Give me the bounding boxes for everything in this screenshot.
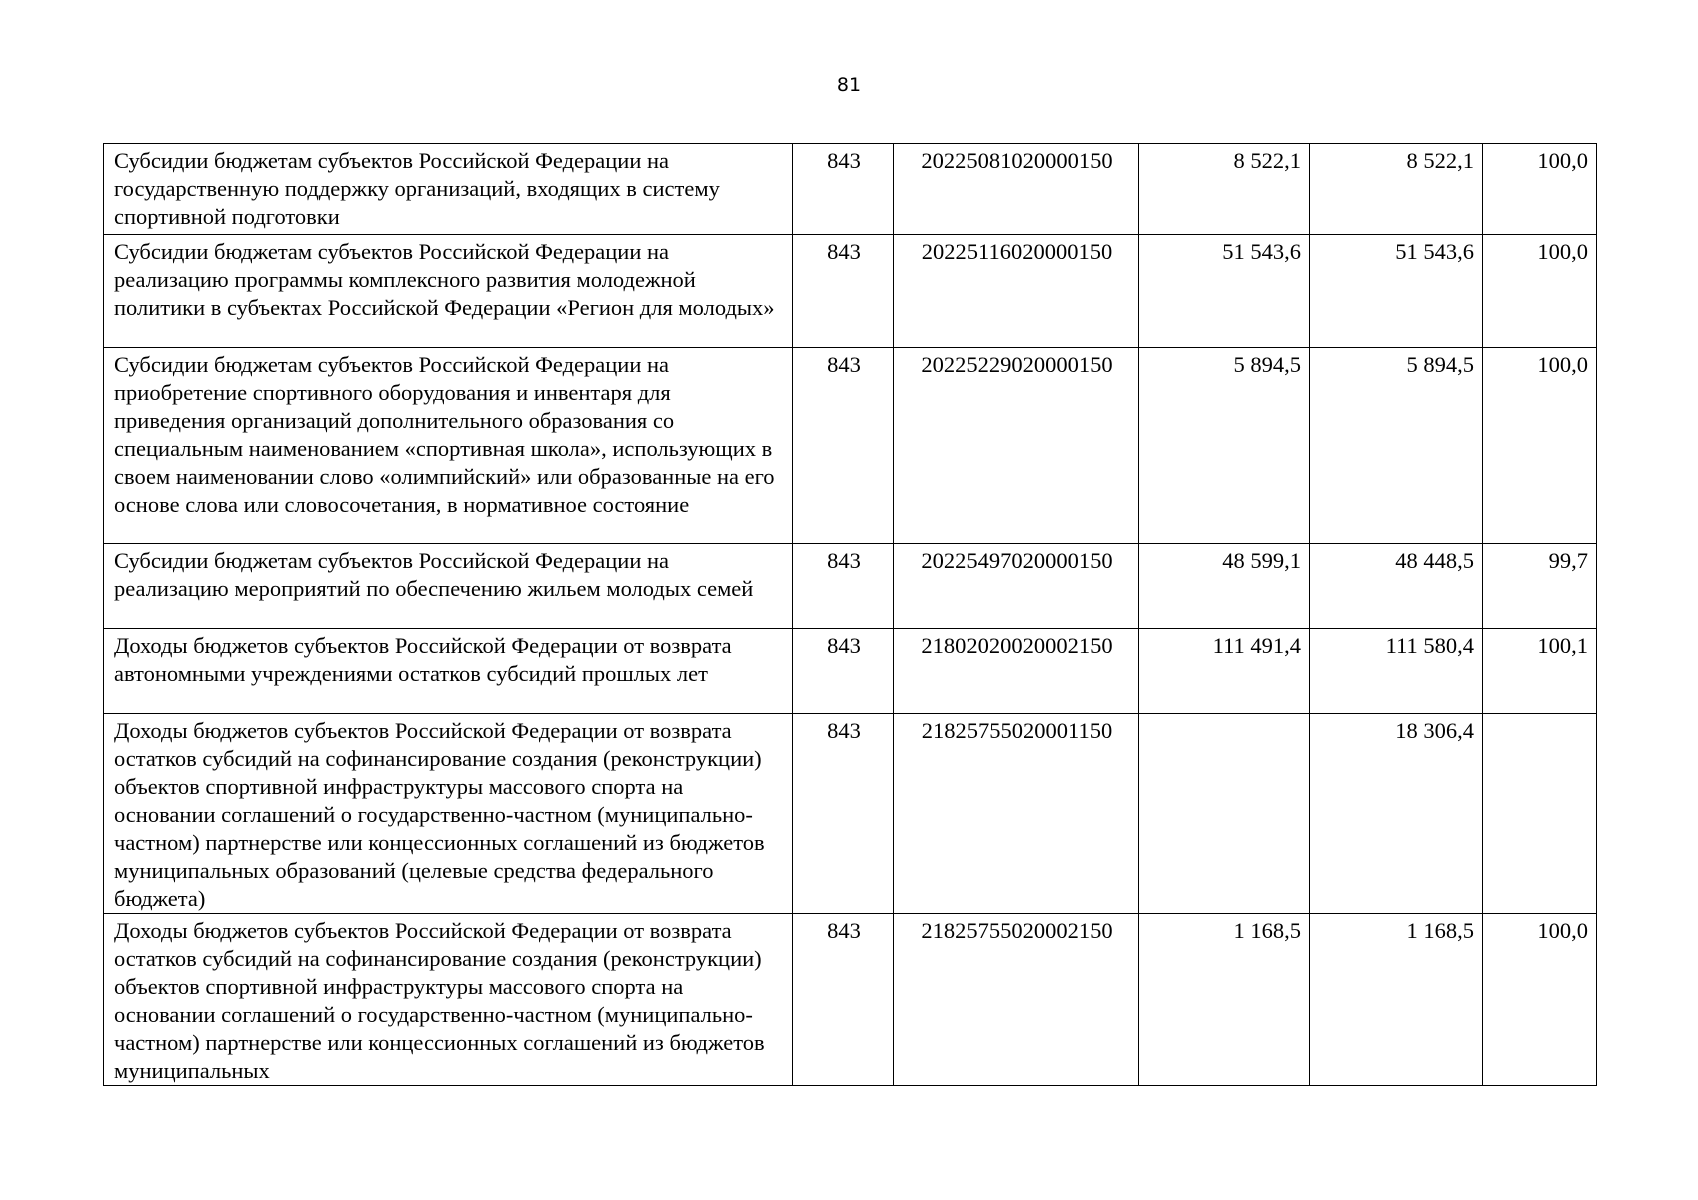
plan-amount-cell: 8 522,1 [1139,144,1310,235]
income-name-cell: Доходы бюджетов субъектов Российской Федерации от возврата автономными учреждениями остатков субсидий прошлых лет [104,629,793,714]
plan-amount-cell [1139,714,1310,914]
fact-amount-cell: 5 894,5 [1310,348,1483,544]
fact-amount-cell: 111 580,4 [1310,629,1483,714]
percent-cell: 100,0 [1483,348,1597,544]
fact-amount-cell: 18 306,4 [1310,714,1483,914]
page-number: 81 [836,74,862,96]
budget-code-cell: 20225116020000150 [894,235,1139,348]
plan-amount-cell: 1 168,5 [1139,914,1310,1086]
fact-amount-cell: 48 448,5 [1310,544,1483,629]
admin-code-cell: 843 [793,348,894,544]
table-row [104,629,1597,714]
table-row [104,914,1597,1086]
income-name-cell: Доходы бюджетов субъектов Российской Федерации от возврата остатков субсидий на софинансирование создания (реконструкции) объектов спортивной инфраструктуры массового спорта на основании соглашений о государственно-частном (муниципально-частном) партнерстве или концессионных соглашений из бюджетов муниципальных [104,914,793,1086]
table-row [104,235,1597,348]
table-row [104,144,1597,235]
percent-cell [1483,714,1597,914]
table-row [104,544,1597,629]
percent-cell: 99,7 [1483,544,1597,629]
fact-amount-cell: 8 522,1 [1310,144,1483,235]
plan-amount-cell: 48 599,1 [1139,544,1310,629]
budget-code-cell: 21825755020002150 [894,914,1139,1086]
budget-code-cell: 20225229020000150 [894,348,1139,544]
percent-cell: 100,0 [1483,914,1597,1086]
table-row [104,714,1597,914]
admin-code-cell: 843 [793,235,894,348]
admin-code-cell: 843 [793,544,894,629]
income-name-cell: Доходы бюджетов субъектов Российской Федерации от возврата остатков субсидий на софинансирование создания (реконструкции) объектов спортивной инфраструктуры массового спорта на основании соглашений о государственно-частном (муниципально-частном) партнерстве или концессионных соглашений из бюджетов муниципальных образований (целевые средства федерального бюджета) [104,714,793,914]
income-name-cell: Субсидии бюджетам субъектов Российской Федерации на реализацию мероприятий по обеспечению жильем молодых семей [104,544,793,629]
income-name-cell: Субсидии бюджетам субъектов Российской Федерации на реализацию программы комплексного развития молодежной политики в субъектах Российской Федерации «Регион для молодых» [104,235,793,348]
percent-cell: 100,0 [1483,235,1597,348]
plan-amount-cell: 51 543,6 [1139,235,1310,348]
income-name-cell: Субсидии бюджетам субъектов Российской Федерации на государственную поддержку организаций, входящих в систему спортивной подготовки [104,144,793,235]
plan-amount-cell: 5 894,5 [1139,348,1310,544]
plan-amount-cell: 111 491,4 [1139,629,1310,714]
fact-amount-cell: 51 543,6 [1310,235,1483,348]
percent-cell: 100,0 [1483,144,1597,235]
admin-code-cell: 843 [793,144,894,235]
fact-amount-cell: 1 168,5 [1310,914,1483,1086]
admin-code-cell: 843 [793,714,894,914]
table-row [104,348,1597,544]
budget-code-cell: 20225497020000150 [894,544,1139,629]
budget-code-cell: 20225081020000150 [894,144,1139,235]
income-name-cell: Субсидии бюджетам субъектов Российской Федерации на приобретение спортивного оборудования и инвентаря для приведения организаций дополнительного образования со специальным наименованием «спортивная школа», использующих в своем наименовании слово «олимпийский» или образованные на его основе слова или словосочетания, в нормативное состояние [104,348,793,544]
admin-code-cell: 843 [793,914,894,1086]
admin-code-cell: 843 [793,629,894,714]
budget-code-cell: 21825755020001150 [894,714,1139,914]
percent-cell: 100,1 [1483,629,1597,714]
budget-code-cell: 21802020020002150 [894,629,1139,714]
revenue-table [103,143,1597,1086]
